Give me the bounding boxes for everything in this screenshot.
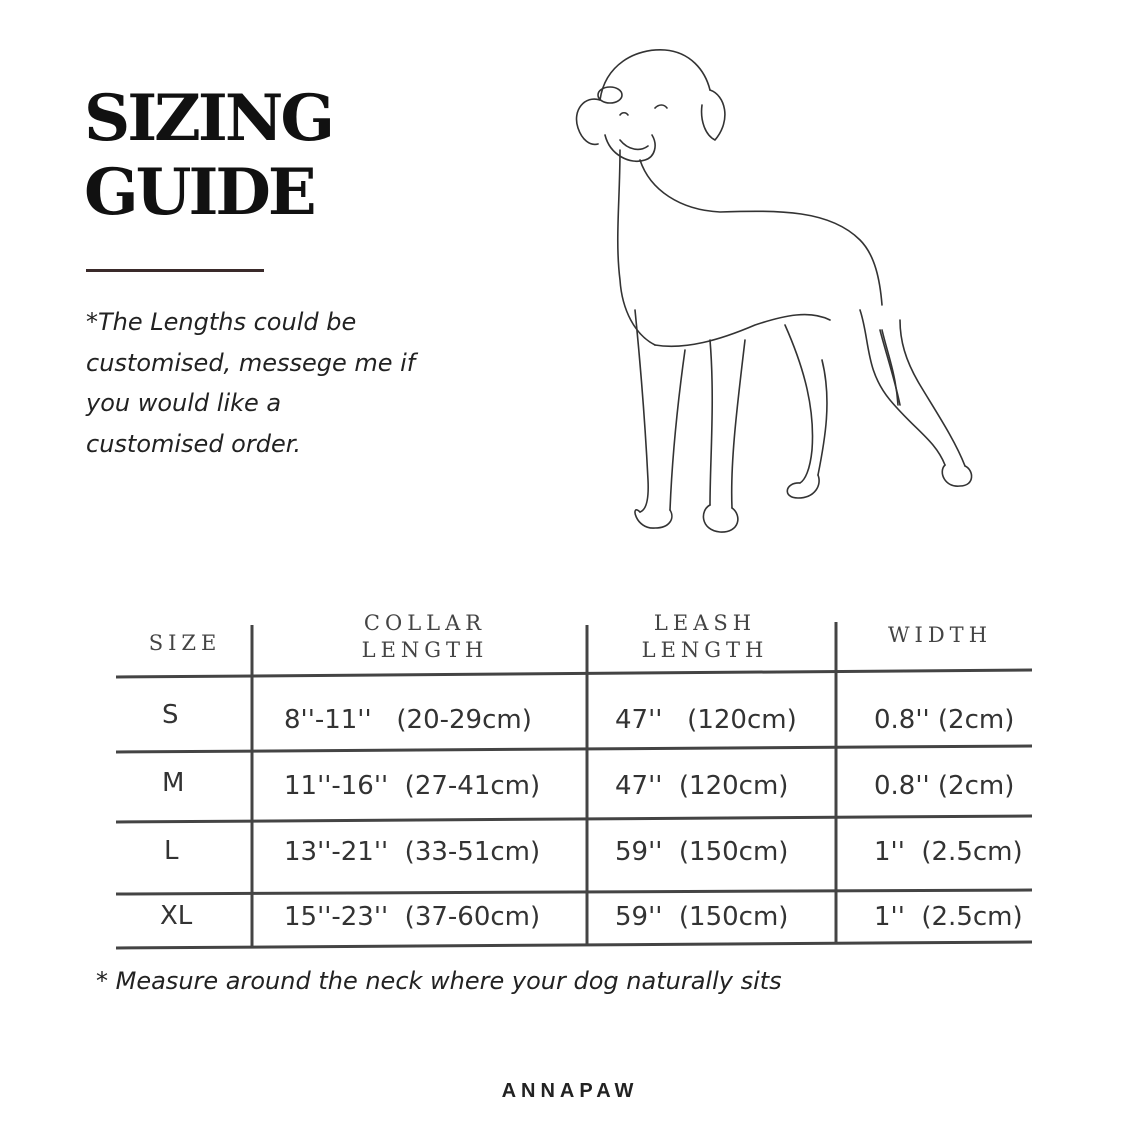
- header-leash-line1: LEASH: [653, 611, 757, 635]
- row-s-width: 0.8'' (2cm): [874, 705, 1015, 735]
- title-line-2: GUIDE: [84, 155, 314, 230]
- row-xl-size: XL: [160, 901, 193, 931]
- header-collar-length: [290, 610, 560, 664]
- header-leash-line2: LENGTH: [641, 638, 769, 662]
- header-leash-length: [600, 610, 810, 664]
- title-line-1: SIZING: [84, 81, 332, 156]
- row-m-size: M: [162, 768, 185, 798]
- customisation-note: *The Lengths could be customised, messege me if you would like a customised order.: [86, 308, 416, 458]
- row-xl-collar: 15''-23'' (37-60cm): [284, 902, 541, 932]
- header-width: WIDTH: [887, 623, 993, 647]
- row-m-collar: 11''-16'' (27-41cm): [284, 771, 541, 801]
- row-s-leash: 47'' (120cm): [615, 705, 797, 735]
- row-l-size: L: [164, 836, 179, 866]
- row-m-width: 0.8'' (2cm): [874, 771, 1015, 801]
- row-xl-leash: 59'' (150cm): [615, 902, 789, 932]
- row-l-width: 1'' (2.5cm): [874, 837, 1023, 867]
- header-size: SIZE: [148, 631, 222, 655]
- header-collar-line2: LENGTH: [361, 638, 489, 662]
- row-l-leash: 59'' (150cm): [615, 837, 789, 867]
- row-xl-width: 1'' (2.5cm): [874, 902, 1023, 932]
- brand-name: ANNAPAW: [501, 1080, 639, 1102]
- row-l-collar: 13''-21'' (33-51cm): [284, 837, 541, 867]
- measure-footnote: * Measure around the neck where your dog naturally sits: [96, 967, 782, 995]
- row-s-size: S: [162, 700, 179, 730]
- row-m-leash: 47'' (120cm): [615, 771, 789, 801]
- row-s-collar: 8''-11'' (20-29cm): [284, 705, 532, 735]
- header-collar-line1: COLLAR: [363, 611, 487, 635]
